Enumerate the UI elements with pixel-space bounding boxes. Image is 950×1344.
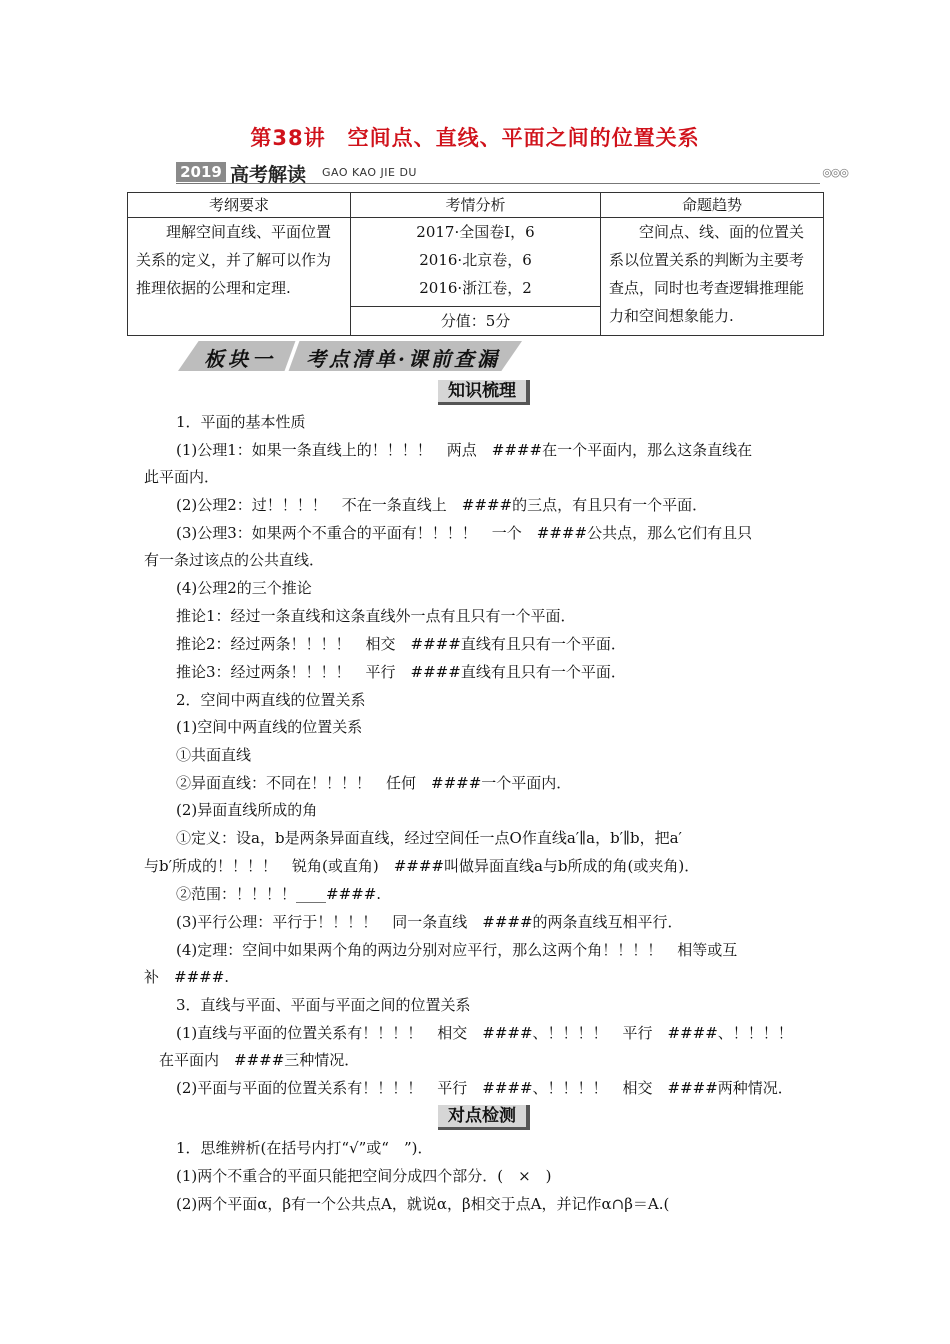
text-line: 1．平面的基本性质 — [176, 413, 306, 431]
section-part1: 板块一 — [204, 347, 276, 371]
text-line: (3)平行公理：平行于！！！！ 同一条直线 ####的两条直线互相平行． — [176, 913, 683, 931]
exam-table — [127, 192, 824, 336]
text-line: ②异面直线：不同在！！！！ 任何 ####一个平面内． — [176, 774, 572, 792]
banner-dots-icon: ◎◎◎ — [822, 166, 848, 179]
text-line: 在平面内 ####三种情况． — [144, 1051, 360, 1069]
analysis-item: 2017·全国卷Ⅰ，6 — [416, 223, 535, 241]
text-line: (4)公理2的三个推论 — [176, 579, 312, 597]
trend-cell: 空间点、线、面的位置关系以位置关系的判断为主要考查点，同时也考查逻辑推理能力和空间想象能力. — [601, 218, 824, 336]
knowledge-heading: 知识梳理 — [438, 380, 530, 405]
text-line: (3)公理3：如果两个不重合的平面有！！！！ 一个 ####公共点，那么它们有且只 — [176, 524, 753, 542]
text-line: 补 ####. — [144, 968, 230, 986]
text-line: 2．空间中两直线的位置关系 — [176, 691, 366, 709]
section-banner — [178, 341, 522, 371]
check-heading: 对点检测 — [438, 1105, 530, 1130]
text-line: 推论1：经过一条直线和这条直线外一点有且只有一个平面． — [176, 607, 576, 625]
text-line: (2)公理2：过！！！！ 不在一条直线上 ####的三点，有且只有一个平面． — [176, 496, 708, 514]
score-text: 分值：5分 — [351, 306, 600, 335]
text-line: (1)直线与平面的位置关系有！！！！ 相交 ####、！！！！ 平行 ####、！！！！ — [176, 1024, 793, 1042]
section-part2: 考点清单·课前查漏 — [306, 347, 500, 371]
banner-pinyin: GAO KAO JIE DU — [322, 166, 417, 179]
analysis-item: 2016·浙江卷，2 — [419, 279, 532, 297]
banner-year: 2019 — [176, 162, 226, 182]
page-title: 第38讲 空间点、直线、平面之间的位置关系 — [250, 126, 700, 150]
table-header: 考纲要求 — [128, 193, 351, 218]
exam-banner — [176, 160, 848, 184]
table-header: 考情分析 — [351, 193, 601, 218]
banner-title: 高考解读 — [230, 164, 307, 186]
text-line: 推论2：经过两条！！！！ 相交 ####直线有且只有一个平面． — [176, 635, 626, 653]
text-line: 此平面内． — [144, 468, 220, 486]
text-line: (2)两个平面α，β有一个公共点A，就说α，β相交于点A，并记作α∩β＝A.( — [176, 1195, 670, 1213]
analysis-cell — [351, 218, 601, 336]
text-line: (2)异面直线所成的角 — [176, 801, 318, 819]
text-line: 与b′所成的！！！！ 锐角(或直角) ####叫做异面直线a与b所成的角(或夹角)． — [144, 857, 700, 875]
text-line: (1)两个不重合的平面只能把空间分成四个部分．( × ) — [176, 1167, 552, 1185]
text-line: 1．思维辨析(在括号内打“√”或“ ”)． — [176, 1139, 433, 1157]
text-line: 推论3：经过两条！！！！ 平行 ####直线有且只有一个平面． — [176, 663, 626, 681]
banner-rule — [176, 183, 820, 184]
analysis-item: 2016·北京卷，6 — [419, 251, 532, 269]
text-line: 有一条过该点的公共直线． — [144, 551, 325, 569]
text-line: (1)公理1：如果一条直线上的！！！！ 两点 ####在一个平面内，那么这条直线在 — [176, 441, 753, 459]
text-line: (1)空间中两直线的位置关系 — [176, 718, 363, 736]
text-line: (4)定理：空间中如果两个角的两边分别对应平行，那么这两个角！！！！ 相等或互 — [176, 941, 738, 959]
text-line: ①定义：设a，b是两条异面直线，经过空间任一点O作直线a′∥a，b′∥b，把a′ — [176, 829, 682, 847]
text-line: (2)平面与平面的位置关系有！！！！ 平行 ####、！！！！ 相交 ####两种情况． — [176, 1079, 793, 1097]
text-line: ②范围：！！！！____####. — [176, 885, 382, 903]
text-line: ①共面直线 — [176, 746, 252, 764]
table-header: 命题趋势 — [601, 193, 824, 218]
text-line: 3．直线与平面、平面与平面之间的位置关系 — [176, 996, 471, 1014]
requirement-cell: 理解空间直线、平面位置关系的定义，并了解可以作为推理依据的公理和定理. — [128, 218, 351, 336]
